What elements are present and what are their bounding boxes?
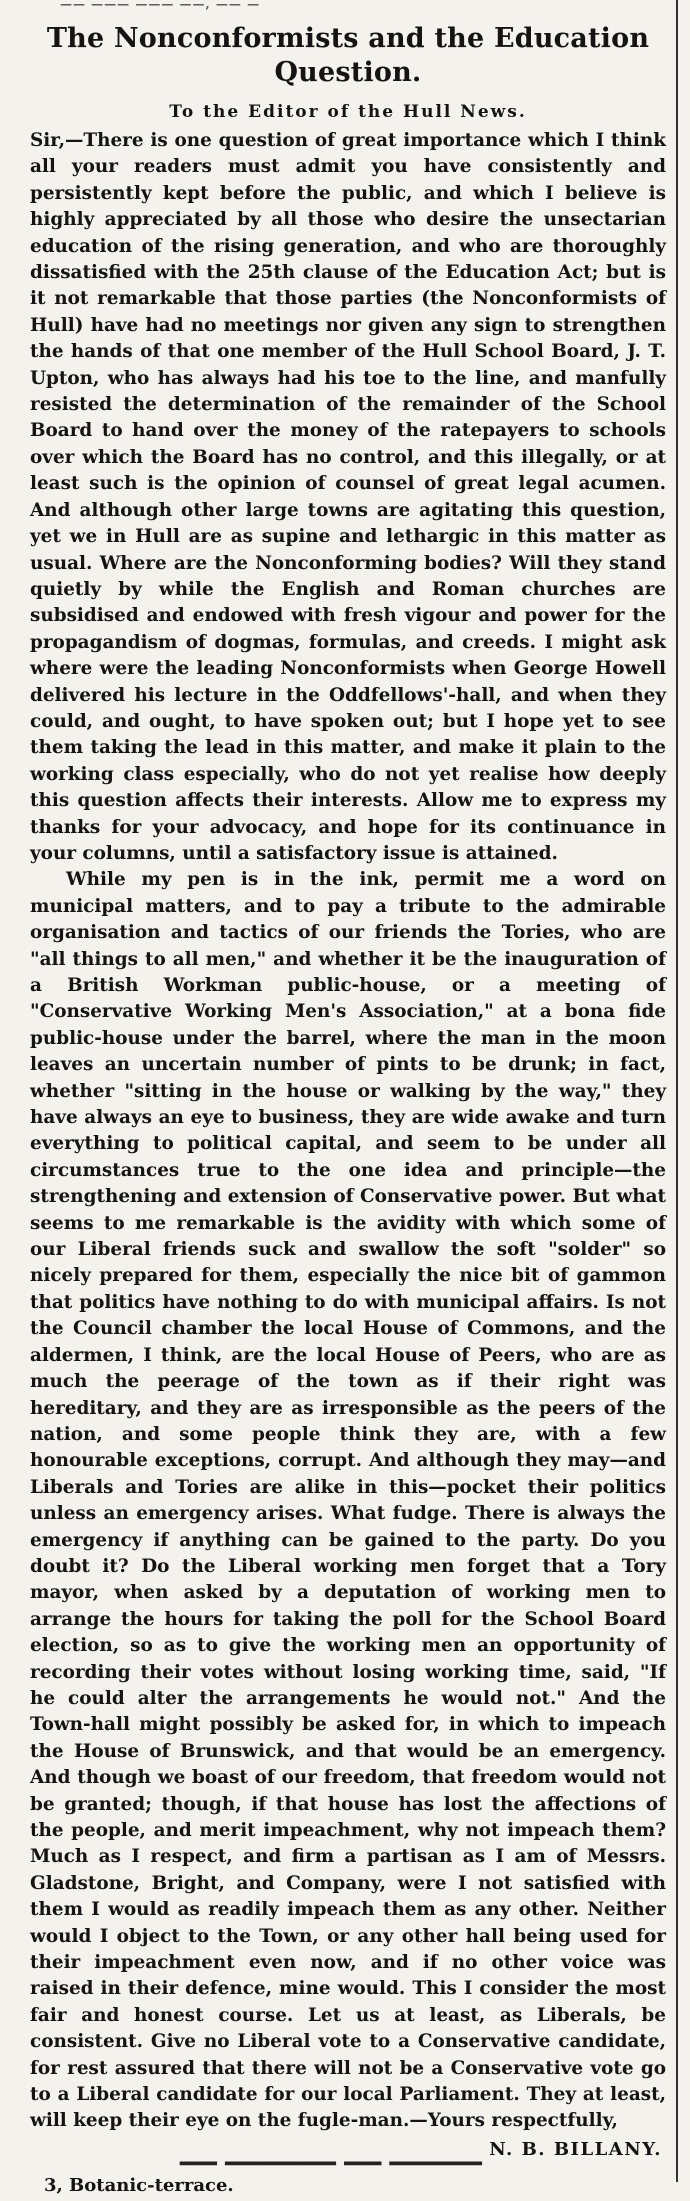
salutation: To the Editor of the Hull News. — [169, 102, 527, 122]
next-article-heading-cropped: ▔▔ ▔▔▔▔▔▔ ▔▔ ▔▔▔▔▔ — [180, 2161, 482, 2190]
signature: N. B. BILLANY. — [489, 2138, 662, 2160]
paragraph-2: While my pen is in the ink, permit me a word on municipal matters, and to pay a tribute to the admirable organisation and tactics of our friends the Tories, who are "all things to all men," and whether it be the inauguration of a British Workman public-house, or a meeting of "Conservative Working Men's Association," at a bona fide public-house under the barrel, where the man in the moon leaves an uncertain number of pints to be drunk; in fact, whether "sitting in the house or walking by the way," they have always an eye to business, they are wide awake and turn everything to political capital, and seem to be under all circumstances true to the one idea and principle—the strengthening and extension of Conservative power. But what seems to me remarkable is the avidity with which some of our Liberal friends suck and swallow the soft "solder" so nicely prepared for them, especially the nice bit of gammon that politics have nothing to do with municipal affairs. Is not the Council chamber the local House of Commons, and the aldermen, I think, are the local House of Peers, who are as much the peerage of the town as if their right was hereditary, and they are as irresponsible as the peers of the nation, and some people think they are, with a few honourable exceptions, corrupt. And although they may—and Liberals and Tories are alike in this—pocket their politics unless an emergency arises. What fudge. There is always the emergency if anything can be gained to the party. Do you doubt it? Do the Liberal working men forget that a Tory mayor, when asked by a deputation of working men to arrange the hours for taking the poll for the School Board election, so as to give the working men an opportunity of recording their votes without losing working time, said, "If he could alter the arrangements he would not." And the Town-hall might possibly be asked for, in which to impeach the House of Brunswick, and that would be an emergency. And though we boast of our freedom, that freedom would not be granted; though, if that house has lost the affections of the people, and merit impeachment, why not impeach them? Much as I respect, and firm a partisan as I am of Messrs. Gladstone, Bright, and Company, were I not satisfied with them I would as readily impeach them as any other. Neither would I object to the Town, or any other hall being used for their impeachment even now, and if no other voice was raised in their defence, mine would. This I consider the most fair and honest course. Let us at least, as Liberals, be consistent. Give no Liberal vote to a Conservative candidate, for rest assured that there will not be a Conservative vote go to a Liberal candidate for our local Parliament. They at least, will keep their eye on the fugle-man.—Yours respectfully, — [30, 869, 666, 2132]
cropped-top-line: —— ——— ——— ——, —— — — [60, 0, 261, 11]
article-headline: The Nonconformists and the Education Question. — [46, 23, 650, 88]
address: 3, Botanic-terrace. — [44, 2174, 234, 2196]
article-column — [30, 22, 666, 2201]
column-rule — [676, 0, 678, 2182]
paragraph-1: Sir,—There is one question of great importance which I think all your readers must admit you have consistently and persistently kept before the public, and which I believe is highly appreciated by all those who desire the unsectarian education of the rising generation, and who are thoroughly dissatisfied with the 25th clause of the Education Act; but is it not remarkable that those parties (the Nonconformists of Hull) have had no meetings nor given any sign to strengthen the hands of that one member of the Hull School Board, J. T. Upton, who has always had his toe to the line, and manfully resisted the determination of the remainder of the School Board to hand over the money of the ratepayers to schools over which the Board has no control, and this illegally, or at least such is the opinion of counsel of great legal acumen. And although other large towns are agitating this question, yet we in Hull are as supine and lethargic in this matter as usual. Where are the Nonconforming bodies? Will they stand quietly by while the English and Roman churches are subsidised and endowed with fresh vigour and power for the propagandism of dogmas, formulas, and creeds. I might ask where were the leading Nonconformists when George Howell delivered his lecture in the Oddfellows'-hall, and when they could, and ought, to have spoken out; but I hope yet to see them taking the lead in this matter, and make it plain to the working class especially, who do not yet realise how deeply this question affects their interests. Allow me to express my thanks for your advocacy, and hope for its continuance in your columns, until a satisfactory issue is attained. — [30, 130, 666, 864]
